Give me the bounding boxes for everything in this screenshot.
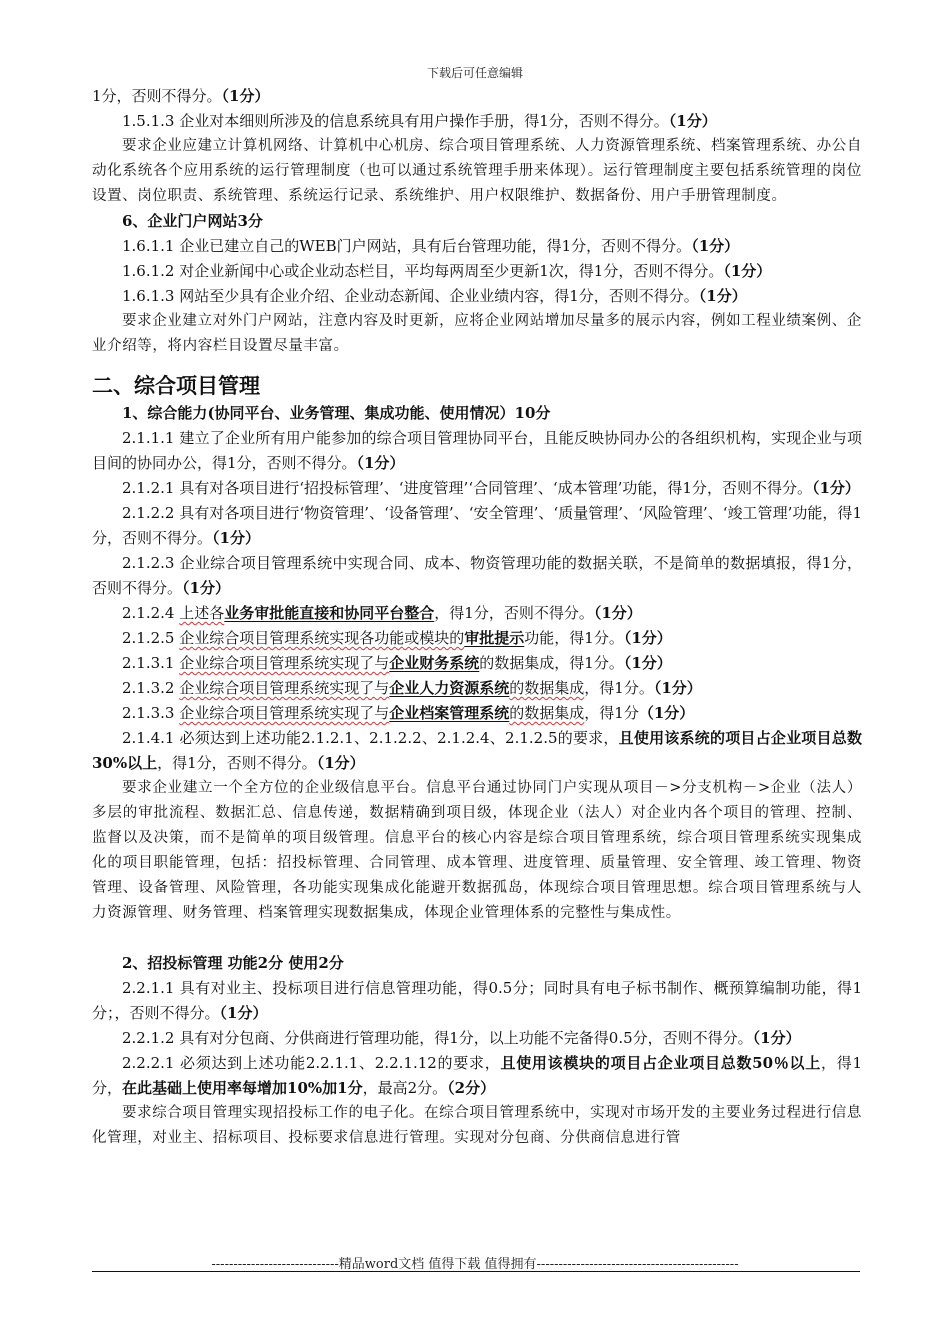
text: 2.1.2.2 具有对各项目进行‘物资管理’、‘设备管理’、‘安全管理’、‘质量管理’、‘风险管理’、‘竣工管理’功能，得1分，否则不得分。 [92, 504, 862, 547]
paragraph [92, 626, 862, 651]
score: （1分） [221, 87, 270, 105]
paragraph [92, 426, 862, 476]
text: 2.1.4.1 必须达到上述功能2.1.2.1、2.1.2.2、2.1.2.4、2.1.2.5的要求， [122, 729, 619, 747]
paragraph [92, 259, 862, 284]
score: （1分） [316, 754, 365, 772]
text: ，得1分。 [584, 679, 654, 697]
text: 1分，否则不得分。 [92, 87, 222, 105]
text: 1.6.1.1 企业已建立自己的WEB门户网站，具有后台管理功能，得1分，否则不得分。 [122, 237, 692, 255]
score: （1分） [623, 629, 672, 647]
text: 2.1.3.1 [122, 654, 180, 672]
paragraph [92, 551, 862, 601]
text: 2.1.3.2 [122, 679, 180, 697]
footer-divider [92, 1271, 860, 1272]
score: （1分） [811, 479, 860, 497]
score: （1分） [356, 454, 405, 472]
requirement-paragraph: 要求企业应建立计算机网络、计算机中心机房、综合项目管理系统、人力资源管理系统、档案管理系统、办公自动化系统各个应用系统的运行管理制度（也可以通过系统管理手册来体现）。运行管理制度主要包括系统管理的岗位设置、岗位职责、系统管理、系统运行记录、系统维护、用户权限维护、数据备份、用户手册管理制度。 [92, 138, 862, 204]
text: 业务审批能直接和协同平台整合 [224, 604, 435, 622]
text: 审批提示 [464, 629, 525, 647]
text: ，得1分。 [554, 654, 624, 672]
document-body [92, 84, 862, 1151]
paragraph [92, 476, 862, 501]
text: 且使用该模块的项目占企业项目总数50％以上 [500, 1054, 821, 1072]
score: （1分） [593, 604, 642, 622]
text: 且使用该系统的项目占企业项目总数30%以上 [92, 729, 862, 772]
text: 2.1.3.3 [122, 704, 180, 722]
text: 2.1.2.4 [122, 604, 180, 622]
paragraph [92, 726, 862, 776]
paragraph [92, 601, 862, 626]
paragraph [92, 1051, 862, 1101]
requirement-paragraph: 要求企业建立对外门户网站，注意内容及时更新，应将企业网站增加尽量多的展示内容，例如工程业绩案例、企业介绍等，将内容栏目设置尽量丰富。 [92, 313, 862, 354]
text: 1.6.1.3 网站至少具有企业介绍、企业动态新闻、企业业绩内容，得1分，否则不得分。 [122, 287, 699, 305]
score: （1分） [698, 287, 747, 305]
page-header: 下载后可任意编辑 [426, 66, 523, 80]
spacer [92, 926, 862, 951]
text: 上述各 [179, 604, 225, 622]
paragraph [92, 976, 862, 1026]
text: 2.2.1.1 具有对业主、投标项目进行信息管理功能，得0.5分；同时具有电子标书制作、概预算编制功能，得1分；，否则不得分。 [92, 979, 862, 1022]
score: （1分） [219, 1004, 268, 1022]
text: 企业综合项目管理系统实现了与 [179, 704, 390, 722]
score: （1分） [668, 112, 717, 130]
paragraph [92, 284, 862, 309]
score: （1分） [182, 579, 230, 597]
paragraph [92, 109, 862, 134]
text: 企业人力资源系统 [389, 679, 510, 697]
text: ，得1分 [584, 704, 639, 722]
paragraph [92, 1026, 862, 1051]
paragraph [92, 84, 862, 109]
paragraph [92, 651, 862, 676]
text: 1.6.1.2 对企业新闻中心或企业动态栏目，平均每两周至少更新1次，得1分，否则不得分。 [122, 262, 724, 280]
score: （1分） [723, 262, 772, 280]
text: ，最高2分。 [362, 1079, 448, 1097]
page-footer: -----------------------------精品word文档 值得下载 值得拥有---------------------------------------------- [211, 1257, 739, 1272]
score: （1分） [752, 1029, 801, 1047]
text: 2.1.1.1 建立了企业所有用户能参加的综合项目管理协同平台，且能反映协同办公的各组织机构，实现企业与项目间的协同办公，得1分，否则不得分。 [92, 429, 862, 472]
subsection-heading: 2、招投标管理 功能2分 使用2分 [122, 954, 344, 972]
text: 2.1.2.1 具有对各项目进行‘招投标管理’、‘进度管理’‘合同管理’、‘成本管理’功能，得1分，否则不得分。 [122, 479, 812, 497]
text: 2.1.2.5 [122, 629, 180, 647]
text: 功能，得1分。 [524, 629, 624, 647]
score: （2分） [447, 1079, 496, 1097]
score: （1分） [623, 654, 672, 672]
requirement-paragraph: 要求综合项目管理实现招投标工作的电子化。在综合项目管理系统中，实现对市场开发的主要业务过程进行信息化管理，对业主、招标项目、投标要求信息进行管理。实现对分包商、分供商信息进行管 [92, 1105, 862, 1146]
text: 的数据集成 [509, 679, 585, 697]
text: 企业综合项目管理系统实现了与 [179, 654, 390, 672]
text: 企业财务系统 [389, 654, 480, 672]
text: ，得1分，否则不得分。 [157, 754, 317, 772]
text: 企业综合项目管理系统实现了与 [179, 679, 390, 697]
score: （1分） [691, 237, 740, 255]
text: 1.5.1.3 企业对本细则所涉及的信息系统具有用户操作手册，得1分，否则不得分。 [122, 112, 669, 130]
text: 企业综合项目管理系统实现各功能或模块的 [179, 629, 465, 647]
text: 的数据集成 [509, 704, 585, 722]
paragraph [92, 676, 862, 701]
score: （1分） [212, 529, 260, 547]
text: ，得1分，否则不得分。 [434, 604, 594, 622]
text: ，得1分， [92, 1054, 862, 1097]
subsection-heading: 6、企业门户网站3分 [122, 212, 263, 230]
text: 的数据集成 [479, 654, 555, 672]
section-heading: 二、综合项目管理 [92, 373, 260, 398]
paragraph [92, 501, 862, 551]
paragraph [92, 701, 862, 726]
subsection-heading: 1、综合能力(协同平台、业务管理、集成功能、使用情况）10分 [122, 404, 551, 422]
text: 2.2.2.1 必须达到上述功能2.2.1.1、2.2.1.12的要求， [122, 1054, 501, 1072]
score: （1分） [653, 679, 702, 697]
text: 企业档案管理系统 [389, 704, 510, 722]
score: （1分） [638, 704, 695, 722]
requirement-paragraph: 要求企业建立一个全方位的企业级信息平台。信息平台通过协同门户实现从项目－>分支机构－>企业（法人）多层的审批流程、数据汇总、信息传递，数据精确到项目级，体现企业（法人）对企业内各个项目的管理、控制、监督以及决策，而不是简单的项目级管理。信息平台的核心内容是综合项目管理系统，综合项目管理系统实现集成化的项目职能管理，包括：招投标管理、合同管理、成本管理、进度管理、质量管理、安全管理、竣工管理、物资管理、设备管理、风险管理，各功能实现集成化能避开数据孤岛，体现综合项目管理思想。综合项目管理系统与人力资源管理、财务管理、档案管理实现数据集成，体现企业管理体系的完整性与集成性。 [92, 780, 862, 921]
text: 2.1.2.3 企业综合项目管理系统中实现合同、成本、物资管理功能的数据关联，不是简单的数据填报，得1分，否则不得分。 [92, 554, 862, 597]
text: 2.2.1.2 具有对分包商、分供商进行管理功能，得1分，以上功能不完备得0.5分，否则不得分。 [122, 1029, 753, 1047]
text: 在此基础上使用率每增加10%加1分 [122, 1079, 363, 1097]
paragraph [92, 234, 862, 259]
